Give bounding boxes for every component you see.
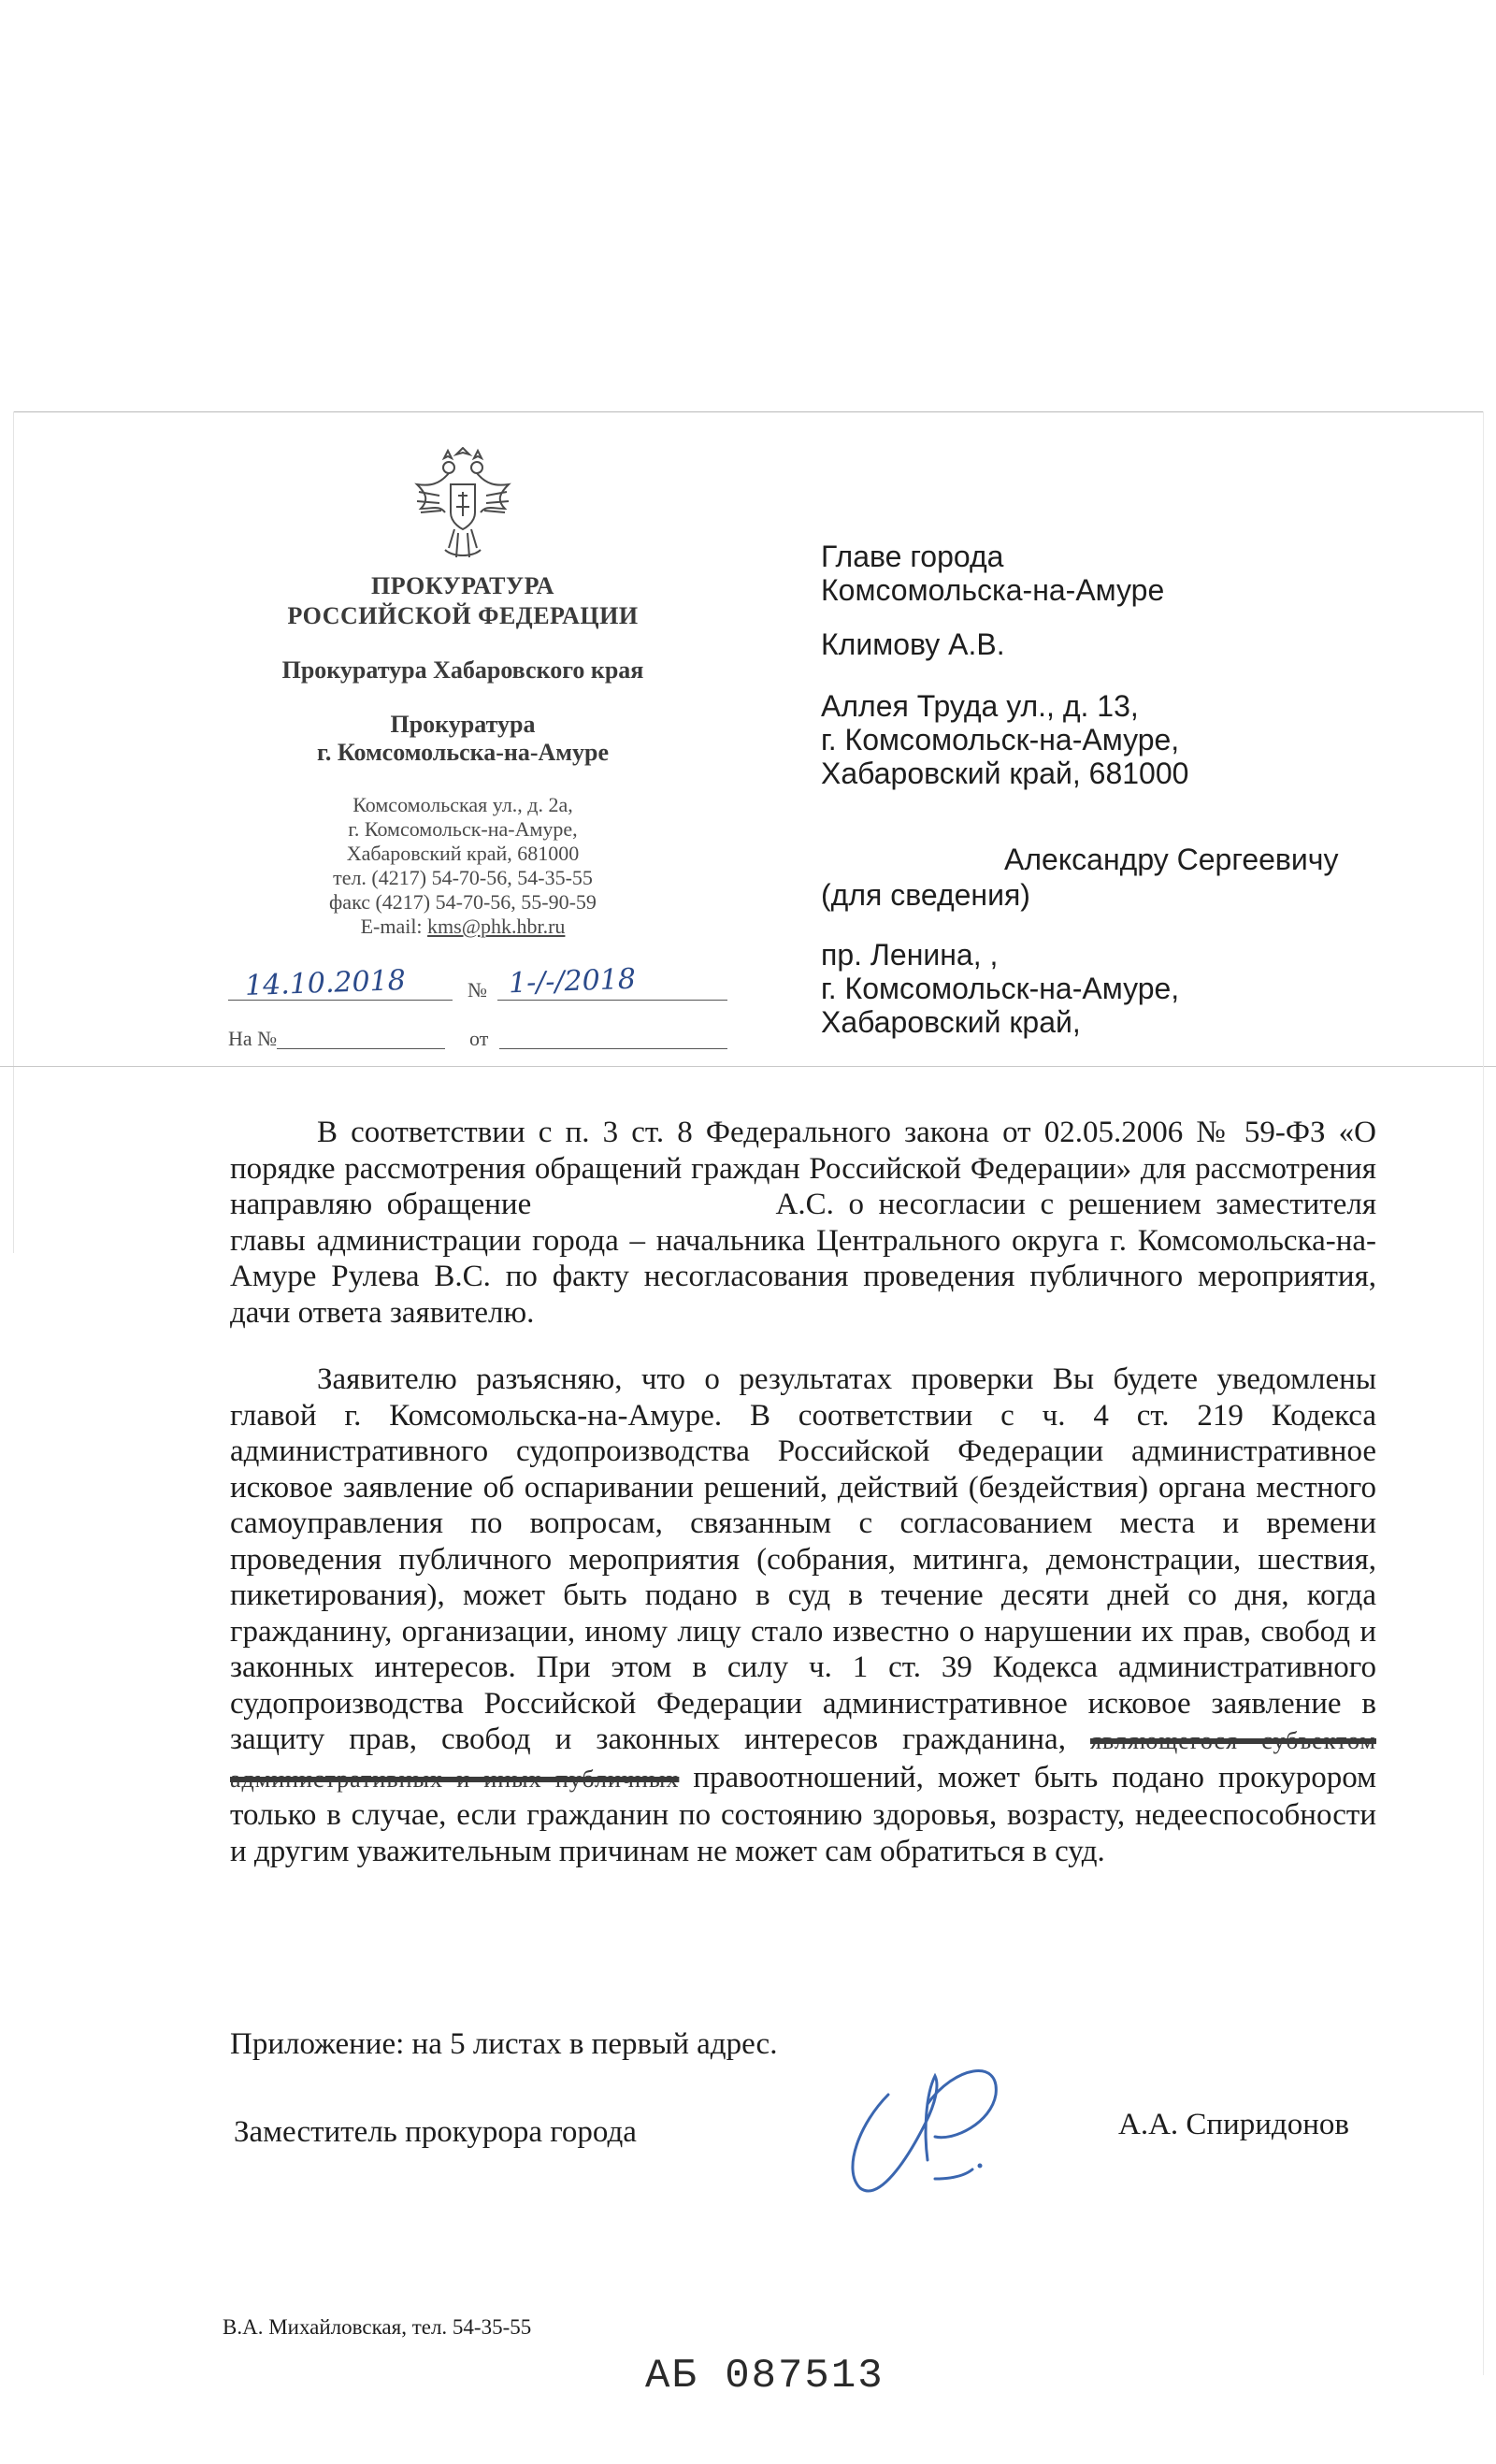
sender-email bbox=[187, 915, 739, 939]
recipient1-address: г. Комсомольск-на-Амуре, bbox=[821, 723, 1180, 756]
recipient2-address: пр. Ленина, , bbox=[821, 938, 999, 972]
handwritten-date: 14.10.2018 bbox=[244, 964, 407, 1002]
body-paragraph-1 bbox=[230, 1115, 1376, 1331]
reference-number-label: На № bbox=[228, 1027, 278, 1050]
recipient1-address: Аллея Труда ул., д. 13, bbox=[821, 689, 1139, 723]
paragraph-text: А.С. о несогласии с решением заместителя главы администрации города – начальника Центрального округа г. Комсомольска-на-Амуре Рулева В.С. по факту несогласования проведения публичного мероприятия, дачи ответа заявителю. bbox=[230, 1188, 1377, 1330]
fold-line bbox=[13, 411, 14, 1253]
sender-address-line: Комсомольская ул., д. 2а, bbox=[352, 793, 573, 816]
paragraph-text: В соответствии с п. 3 ст. 8 Федерального закона от 02.05.2006 № 59-ФЗ «О порядке рассмотрения обращений граждан Российской Федерации» для рассмотрения направляю обращение bbox=[230, 1116, 1376, 1221]
city-office-line2: г. Комсомольска-на-Амуре bbox=[317, 739, 609, 766]
sender-address-line: Хабаровский край, 681000 bbox=[346, 842, 580, 865]
executor-contact: В.А. Михайловская, тел. 54-35-55 bbox=[223, 2315, 532, 2339]
sender-phone: тел. (4217) 54-70-56, 54-35-55 bbox=[333, 866, 593, 889]
fold-line bbox=[13, 411, 1483, 412]
sender-address-line: г. Комсомольск-на-Амуре, bbox=[348, 817, 578, 841]
recipient2-address: Хабаровский край, bbox=[821, 1005, 1081, 1039]
recipient1-name: Климову А.В. bbox=[821, 627, 1005, 661]
sender-fax: факс (4217) 54-70-56, 55-90-59 bbox=[329, 890, 597, 914]
coat-of-arms-icon bbox=[411, 447, 514, 567]
body-paragraph-2 bbox=[230, 1362, 1376, 1869]
recipient1-line2: Комсомольска-на-Амуре bbox=[821, 573, 1165, 607]
outgoing-number-label: № bbox=[468, 978, 487, 1001]
fold-line bbox=[1483, 411, 1484, 2375]
appendix-note: Приложение: на 5 листах в первый адрес. bbox=[230, 2027, 778, 2061]
recipient1-address: Хабаровский край, 681000 bbox=[821, 756, 1189, 790]
recipient1-line1: Главе города bbox=[821, 540, 1004, 573]
email-prefix: E-mail: bbox=[360, 915, 428, 938]
signer-title: Заместитель прокурора города bbox=[234, 2115, 637, 2149]
paragraph-text: Заявителю разъясняю, что о результатах проверки Вы будете уведомлены главой г. Комсомольска-на-Амуре. В соответствии с ч. 4 ст. 219 Кодекса административного судопроизводства Российской Федерации административное исковое заявление об оспаривании решений, действий (бездействия) органа местного самоуправления по вопросам, связанным с согласованием места и времени проведения публичного мероприятия (собрания, митинга, демонстрации, шествия, пикетирования), может быть подано в суд в течение десяти дней со дня, когда гражданину, организации, иному лицу стало известно о нарушении их прав, свобод и законных интересов. При этом в силу ч. 1 ст. 39 Кодекса административного судопроизводства Российской Федерации административное исковое заявление в защиту прав, свобод и законных интересов гражданина, bbox=[230, 1362, 1376, 1756]
handwritten-signature bbox=[823, 2039, 1047, 2207]
recipient2-note: (для сведения) bbox=[821, 878, 1030, 912]
org-name-line1: ПРОКУРАТУРА bbox=[371, 572, 554, 599]
reference-number-line bbox=[277, 1047, 445, 1049]
struck-through-text: являющегося субъектом административных и иных публичных bbox=[230, 1727, 1376, 1793]
reference-date-line bbox=[499, 1047, 727, 1049]
paragraph-text: правоотношений, может быть подано прокурором только в случае, если гражданин по состоянию здоровья, возрасту, недееспособности и другим уважительным причинам не может сам обратиться в суд. bbox=[230, 1760, 1377, 1868]
regional-office: Прокуратура Хабаровского края bbox=[281, 656, 644, 684]
signer-name: А.А. Спиридонов bbox=[1118, 2108, 1349, 2141]
form-serial-number: АБ 087513 bbox=[645, 2353, 885, 2399]
email-link[interactable]: kms@phk.hbr.ru bbox=[427, 915, 566, 938]
city-office-line1: Прокуратура bbox=[390, 711, 536, 738]
reference-date-label: от bbox=[469, 1027, 489, 1050]
fold-line bbox=[0, 1066, 1496, 1067]
handwritten-number: 1-/-/2018 bbox=[508, 962, 637, 1001]
org-name-line2: РОССИЙСКОЙ ФЕДЕРАЦИИ bbox=[287, 602, 639, 629]
recipient2-name: Александру Сергеевичу bbox=[1004, 843, 1339, 876]
recipient2-address: г. Комсомольск-на-Амуре, bbox=[821, 972, 1180, 1005]
